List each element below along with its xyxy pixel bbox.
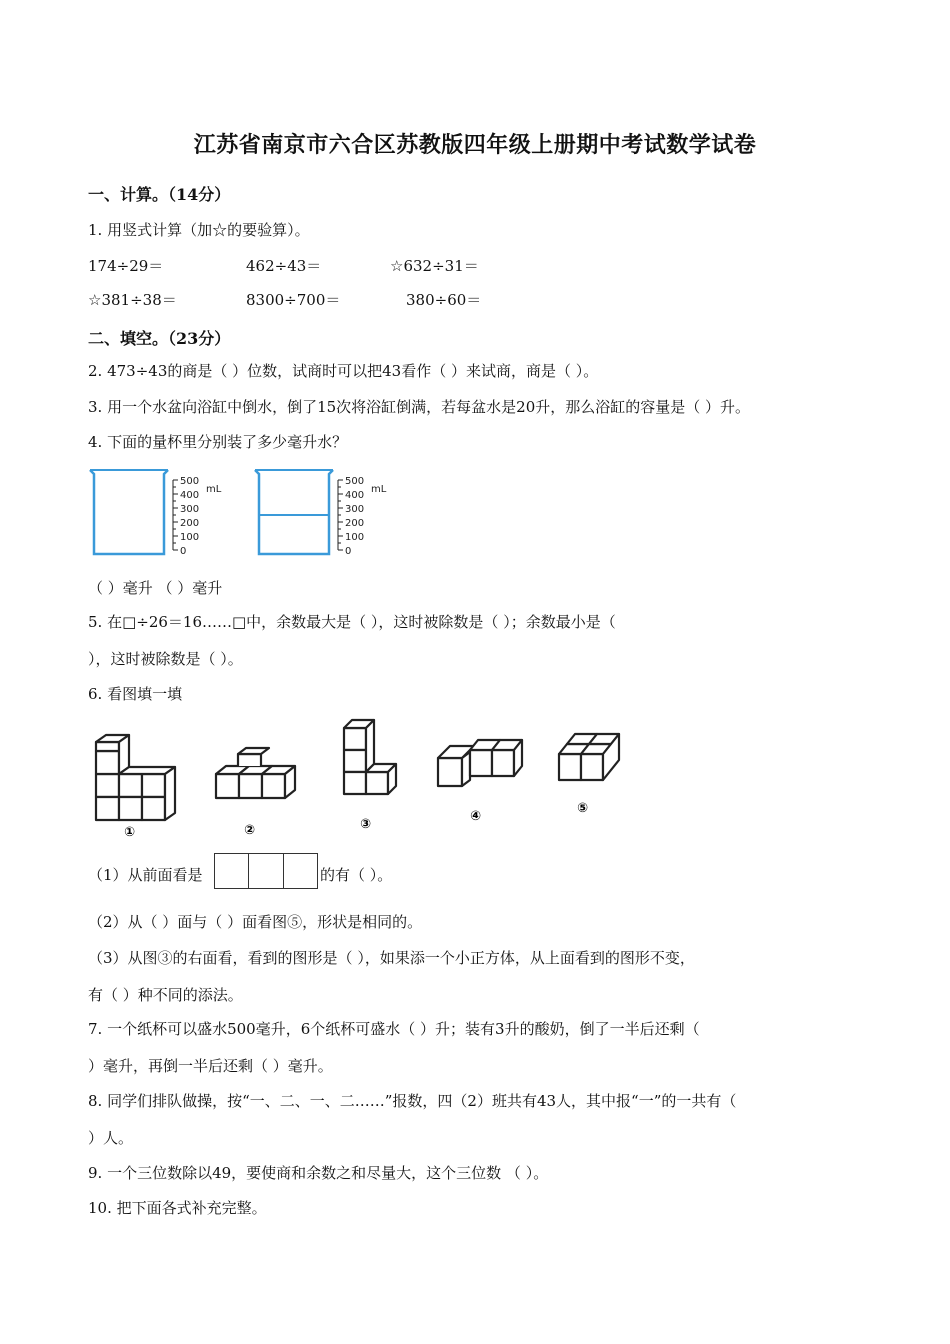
question-4: 4. 下面的量杯里分别装了多少毫升水？ bbox=[88, 433, 348, 451]
scale-label: 100 bbox=[345, 532, 365, 543]
scale-label: 500 bbox=[345, 476, 365, 487]
figure-label: ④ bbox=[470, 809, 482, 824]
question-3: 3. 用一个水盆向浴缸中倒水，倒了15次将浴缸倒满，若每盆水是20升，那么浴缸的容量是（ ）升。 bbox=[88, 398, 751, 416]
question-6-sub3-line1: （3）从图③的右面看，看到的图形是（ ），如果添一个小正方体，从上面看到的图形不变， bbox=[88, 949, 695, 967]
beaker-1 bbox=[88, 466, 228, 558]
question-9: 9. 一个三位数除以49，要使商和余数之和尽量大，这个三位数 （ ）。 bbox=[88, 1164, 549, 1182]
scale-label: 200 bbox=[180, 518, 200, 529]
scale-label: 0 bbox=[345, 546, 352, 557]
question-8-line1: 8. 同学们排队做操，按“一、二、一、二……”报数，四（2）班共有43人，其中报“一”的一共有（ bbox=[88, 1092, 737, 1110]
calc-item: 462÷43＝ bbox=[246, 257, 322, 275]
section-2-heading: 二、填空。（23分） bbox=[88, 329, 231, 348]
cube-figure-5 bbox=[553, 728, 633, 820]
cube-figure-3 bbox=[336, 712, 416, 838]
cube-figure-2 bbox=[208, 744, 308, 842]
question-7-line1: 7. 一个纸杯可以盛水500毫升，6个纸杯可盛水（ ）升；装有3升的酸奶，倒了一半后还剩（ bbox=[88, 1020, 700, 1038]
cube-figure-4 bbox=[430, 732, 530, 832]
figure-label: ② bbox=[244, 823, 256, 838]
question-6-sub1-b: 的有（ ）。 bbox=[320, 866, 393, 884]
question-5-line1: 5. 在□÷26＝16……□中，余数最大是（ ），这时被除数是（ ）；余数最小是（ bbox=[88, 613, 616, 631]
question-7-line2: ）毫升，再倒一半后还剩（ ）毫升。 bbox=[88, 1057, 333, 1075]
calc-item: 380÷60＝ bbox=[406, 291, 482, 309]
section-1-heading: 一、计算。（14分） bbox=[88, 185, 231, 204]
question-1: 1. 用竖式计算（加☆的要验算）。 bbox=[88, 221, 310, 239]
calc-item: 174÷29＝ bbox=[88, 257, 164, 275]
scale-label: 400 bbox=[180, 490, 200, 501]
page-title: 江苏省南京市六合区苏教版四年级上册期中考试数学试卷 bbox=[193, 132, 757, 158]
question-8-line2: ）人。 bbox=[88, 1129, 134, 1147]
question-6-sub1-a: （1）从前面看是 bbox=[88, 866, 203, 884]
unit-label: mL bbox=[206, 484, 222, 495]
question-5-line2: ），这时被除数是（ ）。 bbox=[88, 650, 243, 668]
question-4-answer: （ ）毫升 （ ）毫升 bbox=[88, 579, 223, 597]
front-view-shape bbox=[214, 853, 318, 889]
calc-item: ☆381÷38＝ bbox=[88, 291, 177, 309]
question-6-sub2: （2）从（ ）面与（ ）面看图⑤，形状是相同的。 bbox=[88, 913, 423, 931]
figure-label: ③ bbox=[360, 817, 372, 832]
scale-label: 300 bbox=[180, 504, 200, 515]
beaker-2 bbox=[253, 466, 393, 558]
scale-label: 400 bbox=[345, 490, 365, 501]
scale-label: 300 bbox=[345, 504, 365, 515]
question-2: 2. 473÷43的商是（ ）位数，试商时可以把43看作（ ）来试商，商是（ ）。 bbox=[88, 362, 599, 380]
scale-label: 0 bbox=[180, 546, 187, 557]
figure-label: ① bbox=[124, 825, 136, 840]
question-6: 6. 看图填一填 bbox=[88, 685, 183, 703]
question-6-sub3-line2: 有（ ）种不同的添法。 bbox=[88, 986, 243, 1004]
cube-figure-1 bbox=[88, 732, 188, 842]
scale-label: 200 bbox=[345, 518, 365, 529]
calc-item: 8300÷700＝ bbox=[246, 291, 341, 309]
calc-item: ☆632÷31＝ bbox=[390, 257, 479, 275]
figure-label: ⑤ bbox=[577, 801, 589, 816]
question-10: 10. 把下面各式补充完整。 bbox=[88, 1199, 267, 1217]
scale-label: 500 bbox=[180, 476, 200, 487]
scale-label: 100 bbox=[180, 532, 200, 543]
unit-label: mL bbox=[371, 484, 387, 495]
